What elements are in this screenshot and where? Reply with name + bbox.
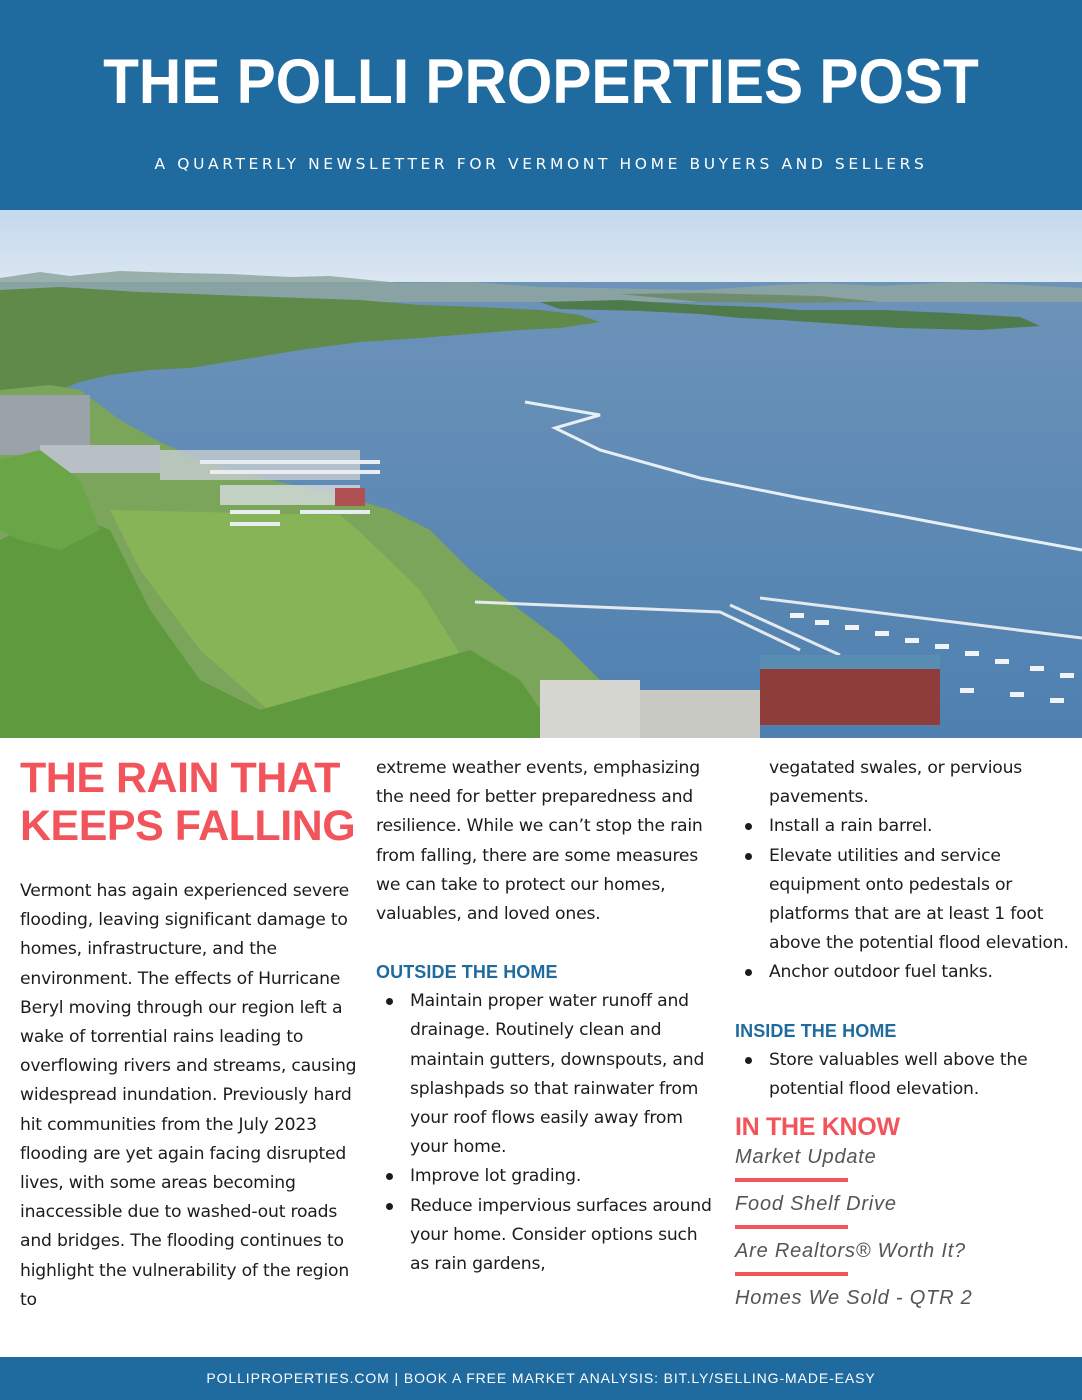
list-item bbox=[376, 1192, 716, 1280]
bullet-icon bbox=[386, 1203, 393, 1210]
link-food-shelf-drive[interactable]: Food Shelf Drive bbox=[735, 1193, 897, 1216]
article-column-1 bbox=[20, 750, 360, 1315]
article-intro: Vermont has again experienced severe flooding, leaving significant damage to homes, infrastructure, and the environment. The effects of Hurricane Beryl moving through our region left a wake of torrential rains leading to overflowing rivers and streams, causing widespread inundation. Previously hard hit communities from the July 2023 flooding are yet again facing disrupted lives, with some areas becoming inaccessible due to washed-out roads and bridges. The flooding continues to highlight the vulnerability of the region to bbox=[20, 881, 357, 1310]
headline-line-2: KEEPS FALLING bbox=[20, 802, 356, 850]
list-item-text: Install a rain barrel. bbox=[769, 816, 933, 837]
inside-home-heading: INSIDE THE HOME bbox=[735, 1020, 897, 1041]
newsletter-subtitle: A QUARTERLY NEWSLETTER FOR VERMONT HOME BUYERS AND SELLERS bbox=[154, 155, 928, 173]
list-item-text: Maintain proper water runoff and drainage. Routinely clean and maintain gutters, downspouts, and splashpads so that rainwater from your roof flows easily away from your home. bbox=[410, 991, 705, 1158]
bullet-icon bbox=[745, 969, 752, 976]
bullet-icon bbox=[386, 1173, 393, 1180]
list-item-text: Elevate utilities and service equipment onto pedestals or platforms that are at least 1 foot above the potential flood elevation. bbox=[769, 845, 1069, 954]
list-item bbox=[735, 1046, 1075, 1104]
bullet-icon bbox=[745, 823, 752, 830]
masthead bbox=[0, 0, 1082, 210]
outside-home-list-continued bbox=[735, 754, 1075, 988]
link-are-realtors-worth-it[interactable]: Are Realtors® Worth It? bbox=[735, 1240, 966, 1263]
outside-home-list bbox=[376, 987, 716, 1279]
list-item-text: Anchor outdoor fuel tanks. bbox=[769, 962, 993, 983]
footer-bar bbox=[0, 1357, 1082, 1400]
bullet-icon bbox=[745, 1057, 752, 1064]
list-item-text: Improve lot grading. bbox=[410, 1166, 582, 1187]
article-column-2 bbox=[376, 750, 716, 1279]
list-item-continuation bbox=[735, 754, 1075, 812]
in-the-know-heading: IN THE KNOW bbox=[735, 1113, 900, 1142]
link-homes-we-sold[interactable]: Homes We Sold - QTR 2 bbox=[735, 1287, 973, 1310]
link-divider bbox=[735, 1178, 848, 1182]
lake-waterfront-illustration bbox=[0, 210, 1082, 738]
link-divider bbox=[735, 1272, 848, 1276]
list-item-text: Reduce impervious surfaces around your home. Consider options such as rain gardens, bbox=[410, 1195, 712, 1275]
article-headline bbox=[20, 754, 360, 850]
newsletter-title: THE POLLI PROPERTIES POST bbox=[103, 47, 979, 117]
footer-separator: | bbox=[394, 1370, 400, 1386]
list-item bbox=[376, 987, 716, 1162]
headline-line-1: THE RAIN THAT bbox=[20, 754, 340, 802]
article-intro-continued: extreme weather events, emphasizing the need for better preparedness and resilience. While we can’t stop the rain from falling, there are some measures we can take to protect our homes, valuables, and loved ones. bbox=[376, 758, 703, 925]
inside-home-list bbox=[735, 1046, 1075, 1104]
list-item bbox=[735, 842, 1075, 959]
link-market-update[interactable]: Market Update bbox=[735, 1146, 877, 1169]
bullet-icon bbox=[745, 853, 752, 860]
list-item bbox=[735, 812, 1075, 841]
link-divider bbox=[735, 1225, 848, 1229]
hero-photo bbox=[0, 210, 1082, 738]
outside-home-heading: OUTSIDE THE HOME bbox=[376, 962, 558, 983]
website-link[interactable]: POLLIPROPERTIES.COM bbox=[206, 1370, 390, 1386]
bullet-icon bbox=[386, 998, 393, 1005]
in-the-know-section bbox=[735, 1112, 1075, 1311]
list-item-text: Store valuables well above the potential flood elevation. bbox=[769, 1049, 1028, 1099]
list-item bbox=[376, 1162, 716, 1191]
list-item-text: vegatated swales, or pervious pavements. bbox=[769, 758, 1023, 808]
list-item bbox=[735, 958, 1075, 987]
article-column-3 bbox=[735, 750, 1075, 1311]
market-analysis-link[interactable]: BOOK A FREE MARKET ANALYSIS: BIT.LY/SELLING-MADE-EASY bbox=[403, 1370, 876, 1386]
